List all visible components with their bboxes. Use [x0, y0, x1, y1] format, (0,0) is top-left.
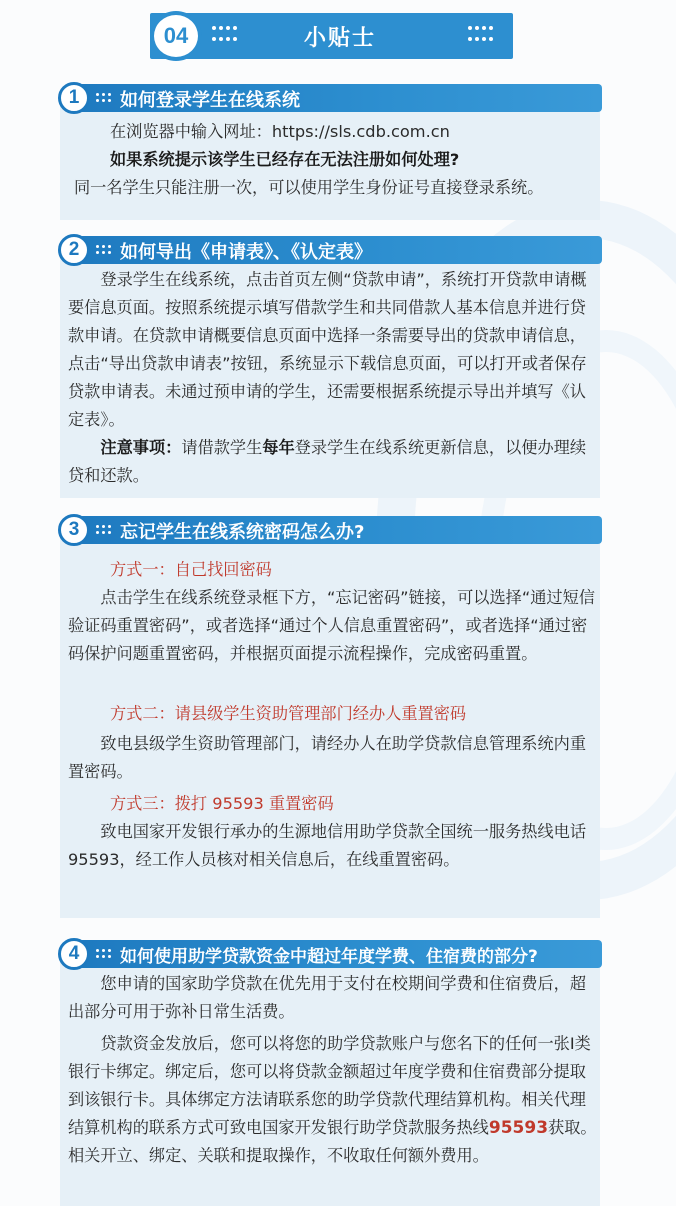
- card-binding-paragraph: [68, 1030, 598, 1170]
- dots-icon: [96, 949, 111, 958]
- url-line: 在浏览器中输入网址：https://sls.cdb.com.cn: [110, 122, 450, 141]
- note-label: 注意事项：: [100, 438, 182, 457]
- note-emphasis: 每年: [262, 438, 295, 457]
- section-4-header: [62, 940, 602, 968]
- loan-usage-paragraph: 您申请的国家助学贷款在优先用于支付在校期间学费和住宿费后，超出部分可用于弥补日常生活费。: [68, 974, 587, 1021]
- dots-icon: [212, 26, 238, 44]
- section-number-badge: 1: [58, 82, 90, 114]
- section-title: 如何导出《申请表》、《认定表》: [120, 242, 372, 263]
- section-title: 忘记学生在线系统密码怎么办?: [120, 522, 365, 543]
- section-title: 如何登录学生在线系统: [120, 90, 300, 111]
- section-2-header: [62, 236, 602, 264]
- note-paragraph: [68, 434, 598, 490]
- hotline-number: 95593: [488, 1118, 549, 1138]
- section-number-badge: 4: [58, 938, 90, 970]
- note-text: 请借款学生: [181, 438, 263, 457]
- export-instructions: 登录学生在线系统，点击首页左侧“贷款申请”，系统打开贷款申请概要信息页面。按照系统提示填写借款学生和共同借款人基本信息并进行贷款申请。在贷款申请概要信息页面中选择一条需要导出的贷款申请信息，点击“导出贷款申请表”按钮，系统显示下载信息页面，可以打开或者保存贷款申请表。未通过预申请的学生，还需要根据系统提示导出并填写《认定表》。: [68, 270, 587, 429]
- registration-answer: 同一名学生只能注册一次，可以使用学生身份证号直接登录系统。: [74, 178, 544, 197]
- section-3-header: [62, 516, 602, 544]
- section-number-badge: 2: [58, 234, 90, 266]
- banner-number-badge: 04: [150, 11, 202, 61]
- section-number-badge: 3: [58, 514, 90, 546]
- dots-icon: [468, 26, 494, 44]
- dots-icon: [96, 525, 111, 534]
- dots-icon: [96, 245, 111, 254]
- method-3-text: 致电国家开发银行承办的生源地信用助学贷款全国统一服务热线电话95593，经工作人员核对相关信息后，在线重置密码。: [68, 822, 587, 869]
- method-3-title: 方式三：拨打 95593 重置密码: [110, 794, 334, 813]
- card-binding-text: 贷款资金发放后，您可以将您的助学贷款账户与您名下的任何一张Ⅰ类银行卡绑定。绑定后，您可以将贷款金额超过年度学费和住宿费部分提取到该银行卡。具体绑定方法请联系您的助学贷款代理结算机构。相关代理结算机构的联系方式可致电国家开发银行助学贷款服务热线: [68, 1034, 591, 1137]
- dots-icon: [96, 93, 111, 102]
- card-binding-text: 获取。相关开立、绑定、关联和提取操作，不收取任何额外费用。: [68, 1118, 597, 1165]
- method-1-title: 方式一：自己找回密码: [110, 560, 272, 579]
- section-1-header: [62, 84, 602, 112]
- method-2-text: 致电县级学生资助管理部门，请经办人在助学贷款信息管理系统内重置密码。: [68, 734, 587, 781]
- section-title: 如何使用助学贷款资金中超过年度学费、住宿费的部分?: [120, 947, 538, 967]
- method-1-text: 点击学生在线系统登录框下方，“忘记密码”链接，可以选择“通过短信验证码重置密码”，或者选择“通过个人信息重置密码”，或者选择“通过密码保护问题重置密码，并根据页面提示流程操作，完成密码重置。: [68, 588, 595, 663]
- banner-title: 小贴士: [303, 26, 376, 51]
- note-text: 登录学生在线系统更新信息，以便办理续贷和还款。: [68, 438, 587, 485]
- registration-question: 如果系统提示该学生已经存在无法注册如何处理?: [110, 150, 460, 169]
- method-2-title: 方式二：请县级学生资助管理部门经办人重置密码: [110, 704, 467, 723]
